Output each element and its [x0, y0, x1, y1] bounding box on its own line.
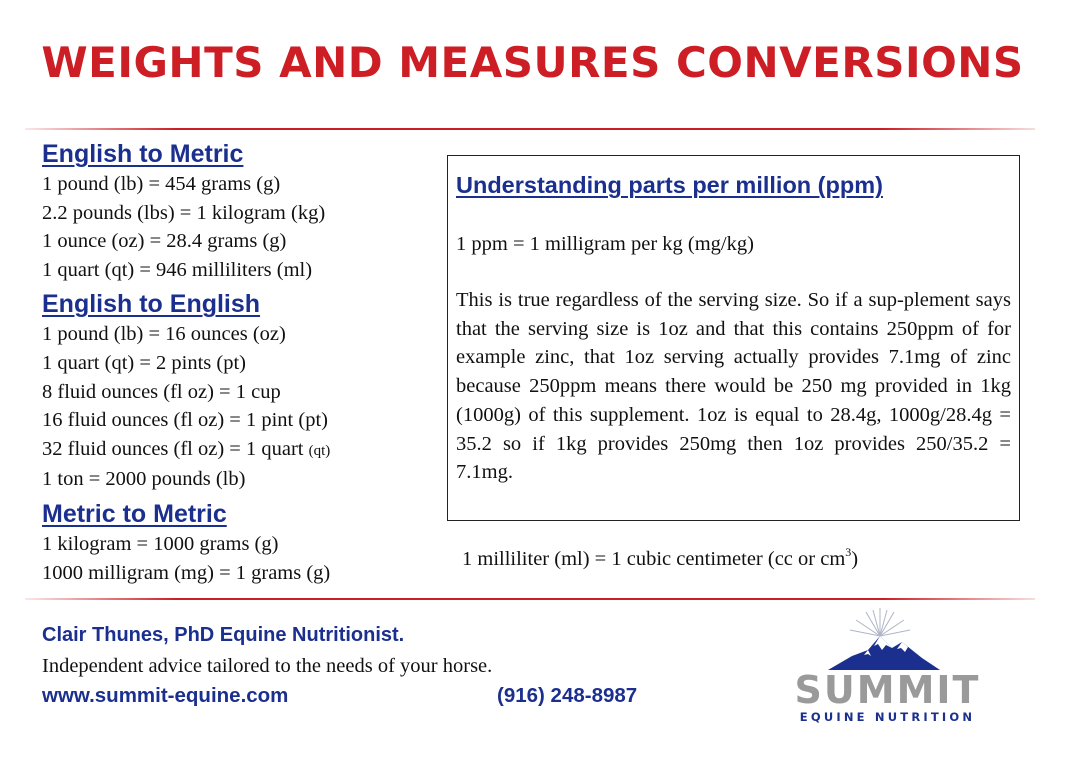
list-item: 1 pound (lb) = 454 grams (g) [42, 173, 281, 195]
ppm-explanation-box [447, 155, 1020, 521]
bottom-divider [25, 598, 1035, 600]
list-item [42, 435, 432, 466]
list-item: 1 ton = 2000 pounds (lb) [42, 468, 246, 491]
list-item: 2.2 pounds (lbs) = 1 kilogram (kg) [42, 201, 326, 224]
list-item: 1 ounce (oz) = 28.4 grams (g) [42, 230, 287, 253]
list-item: 16 fluid ounces (fl oz) = 1 pint (pt) [42, 409, 328, 432]
ppm-body-text: This is true regardless of the serving size. So if a sup-plement says that the serving size is 1oz and that this contains 250ppm of for example zinc, that 1oz serving actually provides 7.1mg of zinc because 250ppm means there would be 250 mg provided in 1kg (1000g) of this supplement. 1oz is equal to 28.4g, 1000g/28.4g = 35.2 so if 1kg provides 250mg then 1oz provides 250/35.2 = 7.1mg. [456, 289, 1011, 484]
author-name: Clair Thunes, PhD Equine Nutritionist. [42, 624, 405, 646]
logo-subtitle: EQUINE NUTRITION [799, 710, 976, 724]
top-divider [25, 128, 1035, 130]
list-item: 1 pound (lb) = 16 ounces (oz) [42, 323, 286, 346]
page-title: WEIGHTS AND MEASURES CONVERSIONS [41, 38, 1024, 87]
milliliter-text: 1 milliliter (ml) = 1 cubic centimeter (cc or cm [462, 548, 846, 570]
conversion-sections [42, 138, 432, 591]
tagline: Independent advice tailored to the needs of your horse. [42, 655, 493, 677]
phone-number: (916) 248-8987 [497, 684, 638, 707]
section-heading-english-to-english: English to English [42, 290, 261, 319]
section-heading-english-to-metric: English to Metric [42, 140, 244, 168]
ppm-heading: Understanding parts per million (ppm) [456, 172, 883, 198]
list-item: 1000 milligram (mg) = 1 grams (g) [42, 561, 331, 584]
list-item-unit: (qt) [308, 442, 331, 459]
list-item: 1 quart (qt) = 2 pints (pt) [42, 351, 246, 374]
list-item: 1 quart (qt) = 946 milliliters (ml) [42, 258, 313, 281]
list-item-text: 32 fluid ounces (fl oz) = 1 quart [42, 437, 304, 460]
website-link[interactable]: www.summit-equine.com [42, 684, 289, 707]
cubic-superscript: 3 [845, 545, 852, 559]
english-to-english-list [42, 320, 432, 494]
section-heading-metric-to-metric: Metric to Metric [42, 499, 227, 528]
milliliter-suffix: ) [851, 548, 859, 570]
ppm-definition: 1 ppm = 1 milligram per kg (mg/kg) [456, 233, 754, 255]
list-item: 1 kilogram = 1000 grams (g) [42, 532, 279, 555]
metric-to-metric-list [42, 530, 432, 587]
logo-wordmark: SUMMIT [794, 668, 981, 712]
list-item: 8 fluid ounces (fl oz) = 1 cup [42, 380, 281, 403]
summit-logo [780, 608, 995, 733]
milliliter-conversion [462, 545, 858, 571]
english-to-metric-list [42, 170, 432, 284]
